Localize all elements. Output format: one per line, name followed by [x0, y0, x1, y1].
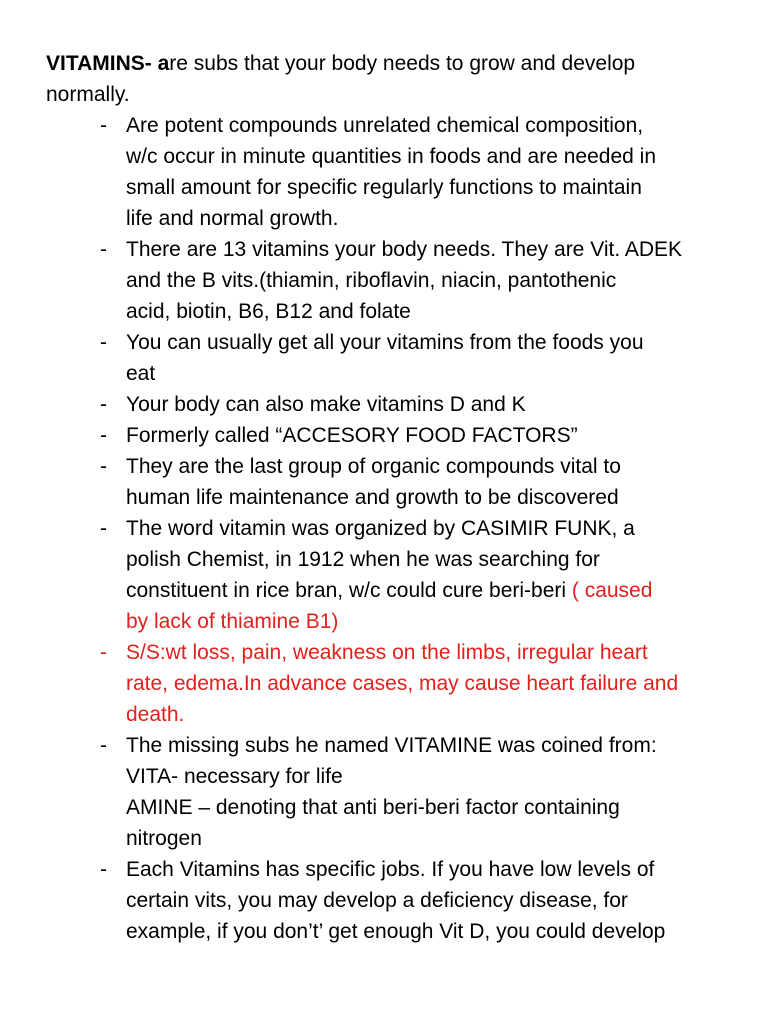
item-line: and the B vits.(thiamin, riboflavin, niacin, pantothenic [126, 269, 617, 292]
item-line: polish Chemist, in 1912 when he was searching for [126, 548, 600, 571]
symptoms-line: rate, edema.In advance cases, may cause heart failure and [126, 672, 679, 695]
list-item-specific-jobs [100, 854, 736, 947]
bullet-dash: - [100, 858, 107, 881]
list-item-vitamine-origin [100, 730, 736, 854]
item-line: They are the last group of organic compounds vital to [126, 455, 621, 478]
list-item-foods [100, 327, 736, 389]
item-line: Formerly called “ACCESORY FOOD FACTORS” [126, 424, 578, 447]
item-line: You can usually get all your vitamins from the foods you [126, 331, 644, 354]
list-item-last-group [100, 451, 736, 513]
item-line: Are potent compounds unrelated chemical composition, [126, 114, 644, 137]
item-line: The word vitamin was organized by CASIMIR FUNK, a [126, 517, 635, 540]
bullet-dash: - [100, 114, 107, 137]
bullet-dash: - [100, 393, 107, 416]
list-item-accessory-food-factors [100, 420, 736, 451]
item-line: The missing subs he named VITAMINE was coined from: [126, 734, 657, 757]
item-line: certain vits, you may develop a deficiency disease, for [126, 889, 628, 912]
item-line [126, 575, 736, 606]
item-line: human life maintenance and growth to be discovered [126, 486, 619, 509]
item-line: small amount for specific regularly functions to maintain [126, 176, 642, 199]
item-line: w/c occur in minute quantities in foods and are needed in [126, 145, 656, 168]
symptoms-line: S/S:wt loss, pain, weakness on the limbs, irregular heart [126, 641, 648, 664]
item-line: nitrogen [126, 827, 202, 850]
list-item-signs-symptoms [100, 637, 736, 730]
bullet-dash: - [100, 455, 107, 478]
item-line: eat [126, 362, 156, 385]
item-line: VITA- necessary for life [126, 765, 343, 788]
item-line: Each Vitamins has specific jobs. If you have low levels of [126, 858, 655, 881]
item-line: life and normal growth. [126, 207, 339, 230]
bullet-dash: - [100, 734, 107, 757]
item-line: example, if you don’t’ get enough Vit D, you could develop [126, 920, 666, 943]
item-line: AMINE – denoting that anti beri-beri factor containing [126, 796, 620, 819]
list-item-13-vitamins [100, 234, 736, 327]
list-item-casimir-funk [100, 513, 736, 637]
intro-text-line-1: re subs that your body needs to grow and develop [169, 52, 636, 75]
vitamins-term: VITAMINS- a [46, 52, 170, 75]
thiamine-note-highlight: ( caused [571, 579, 653, 602]
bullet-dash: - [100, 517, 107, 540]
item-line-text: constituent in rice bran, w/c could cure beri-beri [126, 579, 572, 602]
thiamine-note-highlight: by lack of thiamine B1) [126, 610, 339, 633]
item-line: Your body can also make vitamins D and K [126, 393, 526, 416]
intro-heading [46, 48, 736, 79]
symptoms-line: death. [126, 703, 185, 726]
bullet-dash: - [100, 331, 107, 354]
list-item-potent-compounds [100, 110, 736, 234]
intro-text-line-2: normally. [46, 83, 130, 106]
bullet-dash: - [100, 641, 107, 664]
item-line: There are 13 vitamins your body needs. They are Vit. ADEK [126, 238, 683, 261]
document-page [46, 48, 736, 947]
item-line: acid, biotin, B6, B12 and folate [126, 300, 411, 323]
vitamin-facts-list [46, 110, 736, 947]
list-item-vitamins-d-k [100, 389, 736, 420]
bullet-dash: - [100, 238, 107, 261]
bullet-dash: - [100, 424, 107, 447]
